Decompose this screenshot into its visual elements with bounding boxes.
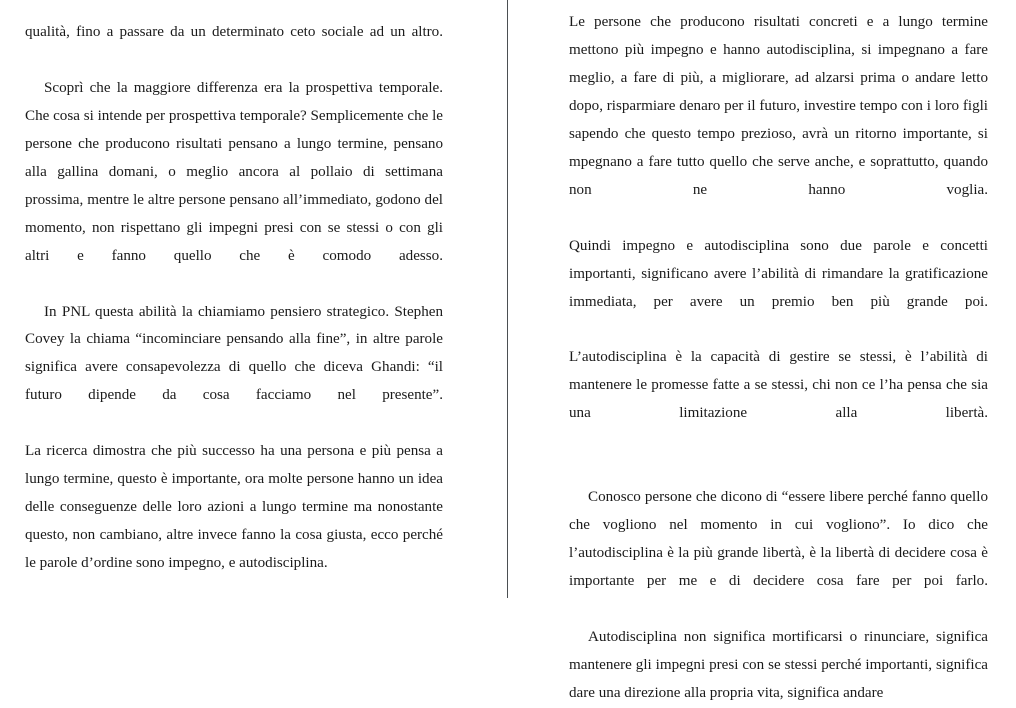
paragraph: qualità, fino a passare da un determinato ceto sociale ad un altro. bbox=[25, 24, 443, 40]
left-page bbox=[0, 0, 507, 598]
left-page-text-block bbox=[25, 19, 443, 578]
paragraph: Le persone che producono risultati concreti e a lungo termine mettono più impegno e hanno autodisciplina, si impegnano a fare meglio, a fare di più, a migliorare, ad alzarsi prima o andare letto dopo, risparmiare denaro per il futuro, investire tempo con i loro figli sapendo che questo tempo prezioso, avrà un ritorno importante, si mpegnano a fare tutto quello che serve anche, e soprattutto, quando non ne hanno voglia. bbox=[569, 14, 988, 198]
paragraph: In PNL questa abilità la chiamiamo pensiero strategico. Stephen Covey la chiama “incominciare pensando alla fine”, in altre parole significa avere consapevolezza di quello che diceva Ghandi: “il futuro dipende da cosa facciamo nel presente”. bbox=[25, 303, 443, 404]
right-page bbox=[508, 0, 1016, 701]
paragraph: Quindi impegno e autodisciplina sono due parole e concetti importanti, significano avere l’abilità di rimandare la gratificazione immediata, per avere un premio ben più grande poi. bbox=[569, 237, 988, 310]
paragraph: Conosco persone che dicono di “essere libere perché fanno quello che vogliono nel momento in cui vogliono”. Io dico che l’autodisciplina è la più grande libertà, è la libertà di decidere cosa è importante per me e di decidere cosa fare per poi farlo. bbox=[569, 489, 988, 590]
right-page-text-block bbox=[569, 9, 988, 708]
paragraph: Scoprì che la maggiore differenza era la prospettiva temporale. Che cosa si intende per prospettiva temporale? Semplicemente che le persone che producono risultati pensano a lungo termine, pensano alla gallina domani, o meglio ancora al pollaio di settimana prossima, mentre le altre persone pensano all’immediato, godono del momento, non rispettano gli impegni presi con se stessi o con gli altri e fanno quello che è comodo adesso. bbox=[25, 79, 443, 264]
paragraph: La ricerca dimostra che più successo ha una persona e più pensa a lungo termine, questo è importante, ora molte persone hanno un idea delle conseguenze delle loro azioni a lungo termine ma nonostante questo, non cambiano, altre invece fanno la cosa giusta, ecco perché le parole d’ordine sono impegno, e autodisciplina. bbox=[25, 443, 443, 572]
paragraph: L’autodisciplina è la capacità di gestire se stessi, è l’abilità di mantenere le promesse fatte a se stessi, chi non ce l’ha pensa che sia una limitazione alla libertà. bbox=[569, 349, 988, 422]
paragraph: Autodisciplina non significa mortificarsi o rinunciare, significa mantenere gli impegni presi con se stessi perché importanti, significa dare una direzione alla propria vita, significa andare bbox=[569, 628, 988, 701]
